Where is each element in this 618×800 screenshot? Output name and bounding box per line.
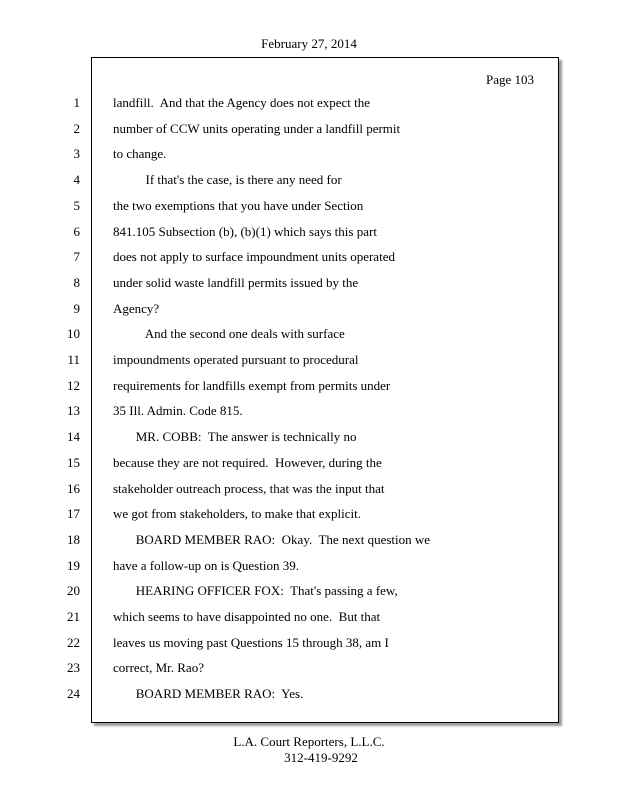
transcript-date: February 27, 2014 bbox=[261, 36, 357, 51]
transcript-line: leaves us moving past Questions 15 through 38, am I bbox=[113, 635, 389, 650]
line-number: 9 bbox=[73, 301, 80, 316]
court-reporter-phone: 312-419-9292 bbox=[284, 750, 358, 765]
transcript-line: which seems to have disappointed no one. But that bbox=[113, 609, 381, 624]
transcript-line: correct, Mr. Rao? bbox=[113, 660, 204, 675]
transcript-line: we got from stakeholders, to make that explicit. bbox=[113, 506, 362, 521]
line-number: 6 bbox=[73, 224, 80, 239]
line-number: 4 bbox=[73, 172, 80, 187]
line-number: 3 bbox=[73, 146, 80, 161]
line-number: 14 bbox=[67, 429, 80, 444]
line-number: 20 bbox=[67, 583, 80, 598]
transcript-line: BOARD MEMBER RAO: Yes. bbox=[113, 686, 304, 701]
line-number: 13 bbox=[67, 403, 80, 418]
transcript-line: MR. COBB: The answer is technically no bbox=[113, 429, 357, 444]
line-number: 24 bbox=[67, 686, 80, 701]
line-number: 19 bbox=[67, 558, 80, 573]
line-number: 1 bbox=[73, 95, 80, 110]
transcript-line: HEARING OFFICER FOX: That's passing a few, bbox=[113, 583, 398, 598]
transcript-line: Agency? bbox=[113, 301, 160, 316]
transcript-line: because they are not required. However, during the bbox=[113, 455, 382, 470]
transcript-line: landfill. And that the Agency does not expect the bbox=[113, 95, 371, 110]
line-number: 23 bbox=[67, 660, 80, 675]
page-number: Page 103 bbox=[485, 72, 534, 87]
line-number: 10 bbox=[67, 326, 80, 341]
transcript-line: have a follow-up on is Question 39. bbox=[113, 558, 299, 573]
line-number: 22 bbox=[67, 635, 80, 650]
line-number: 16 bbox=[67, 481, 80, 496]
transcript-line: the two exemptions that you have under Section bbox=[113, 198, 364, 213]
line-number: 12 bbox=[67, 378, 80, 393]
transcript-line: 35 Ill. Admin. Code 815. bbox=[113, 403, 243, 418]
transcript-line: does not apply to surface impoundment units operated bbox=[113, 249, 395, 264]
transcript-line: number of CCW units operating under a landfill permit bbox=[113, 121, 401, 136]
transcript-line: impoundments operated pursuant to procedural bbox=[113, 352, 359, 367]
line-number: 21 bbox=[67, 609, 80, 624]
line-number: 11 bbox=[67, 352, 80, 367]
line-number: 17 bbox=[67, 506, 80, 521]
line-number: 7 bbox=[73, 249, 80, 264]
transcript-line: 841.105 Subsection (b), (b)(1) which says this part bbox=[113, 224, 377, 239]
line-number: 5 bbox=[73, 198, 80, 213]
line-number: 2 bbox=[73, 121, 80, 136]
court-reporter-name: L.A. Court Reporters, L.L.C. bbox=[233, 734, 385, 749]
line-number: 18 bbox=[67, 532, 80, 547]
transcript-line: And the second one deals with surface bbox=[113, 326, 345, 341]
transcript-line: under solid waste landfill permits issued by the bbox=[113, 275, 359, 290]
transcript-line: requirements for landfills exempt from permits under bbox=[113, 378, 391, 393]
line-number: 8 bbox=[73, 275, 80, 290]
transcript-line: to change. bbox=[113, 146, 167, 161]
transcript-line: BOARD MEMBER RAO: Okay. The next question we bbox=[113, 532, 431, 547]
transcript-line: stakeholder outreach process, that was the input that bbox=[113, 481, 385, 496]
line-number: 15 bbox=[67, 455, 80, 470]
transcript-line: If that's the case, is there any need for bbox=[113, 172, 342, 187]
